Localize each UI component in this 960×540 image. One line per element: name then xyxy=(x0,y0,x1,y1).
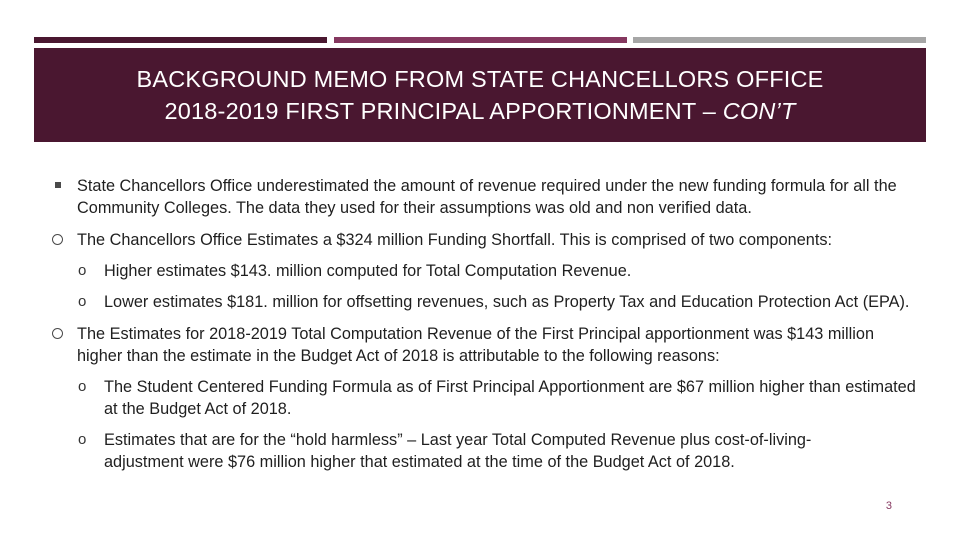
sub-bullet-text: Higher estimates $143. million computed for Total Computation Revenue. xyxy=(104,262,632,280)
sub-bullet-item xyxy=(52,376,922,420)
hollow-o-bullet-icon: o xyxy=(78,262,87,279)
accent-bar-dark xyxy=(34,37,327,43)
bullet-item xyxy=(52,175,922,219)
sub-bullet-text: The Student Centered Funding Formula as of First Principal Apportionment are $67 million higher than estimated at the Budget Act of 2018. xyxy=(104,378,916,418)
sub-bullet-text: Estimates that are for the “hold harmless” – Last year Total Computed Revenue plus cost-of-living-adjustment were $76 million higher that estimated at the time of the Budget Act of 2018. xyxy=(104,431,812,471)
square-bullet-icon xyxy=(55,182,61,188)
bullet-item xyxy=(52,323,922,367)
hollow-o-bullet-icon: o xyxy=(78,378,87,395)
circle-bullet-icon xyxy=(52,328,63,339)
accent-bar-gray xyxy=(633,37,926,43)
accent-bar-plum xyxy=(334,37,627,43)
sub-bullet-text: Lower estimates $181. million for offsetting revenues, such as Property Tax and Education Protection Act (EPA). xyxy=(104,293,910,311)
sub-bullet-item xyxy=(52,260,922,282)
bullet-text: The Estimates for 2018-2019 Total Computation Revenue of the First Principal apportionment was $143 million higher than the estimate in the Budget Act of 2018 is attributable to the following reasons: xyxy=(77,325,875,365)
sub-bullet-item xyxy=(52,429,922,473)
slide-body xyxy=(52,175,922,473)
title-line-2-italic: CON’T xyxy=(722,98,796,124)
bullet-item xyxy=(52,229,922,251)
page-number: 3 xyxy=(885,500,892,512)
title-banner xyxy=(34,48,926,142)
title-line-2-main: 2018-2019 FIRST PRINCIPAL APPORTIONMENT – xyxy=(164,98,723,124)
bullet-text: The Chancellors Office Estimates a $324 million Funding Shortfall. This is comprised of two components: xyxy=(77,231,833,249)
bullet-text: State Chancellors Office underestimated the amount of revenue required under the new funding formula for all the Community Colleges. The data they used for their assumptions was old and non verified data. xyxy=(77,177,897,217)
hollow-o-bullet-icon: o xyxy=(78,431,87,448)
hollow-o-bullet-icon: o xyxy=(78,293,87,310)
title-line-2 xyxy=(164,95,795,127)
sub-bullet-item xyxy=(52,291,922,313)
title-line-1: BACKGROUND MEMO FROM STATE CHANCELLORS OFFICE xyxy=(136,66,824,92)
circle-bullet-icon xyxy=(52,234,63,245)
